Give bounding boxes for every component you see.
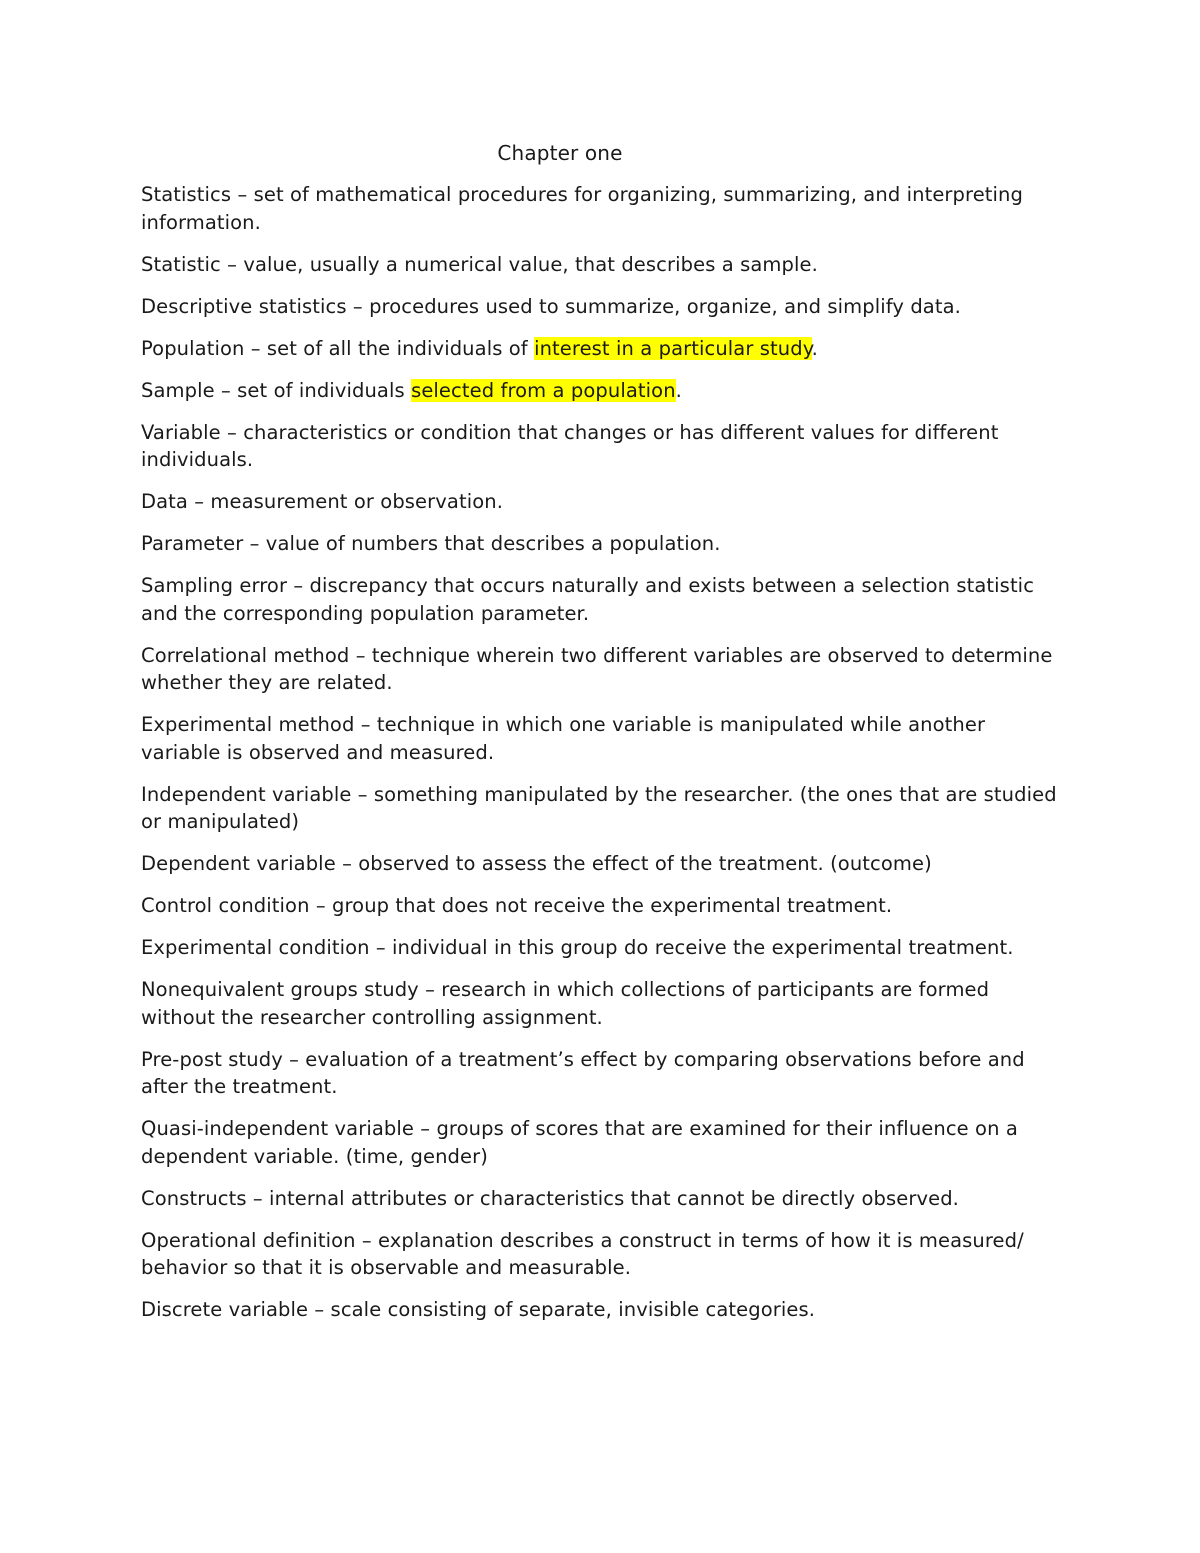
- definition-sample-text: Sample – set of individuals: [141, 378, 412, 402]
- definition-discrete-variable: Discrete variable – scale consisting of separate, invisible categories.: [141, 1298, 816, 1321]
- definition-variable: Variable – characteristics or condition that changes or has different values for different individuals.: [141, 420, 999, 471]
- definition-nonequivalent-groups-study: Nonequivalent groups study – research in which collections of participants are formed without the researcher controlling assignment.: [141, 978, 990, 1029]
- definition-population-text: Population – set of all the individuals of: [141, 336, 535, 360]
- definition-data: Data – measurement or observation.: [141, 490, 504, 513]
- definition-population-end: .: [811, 336, 818, 360]
- definition-sample: [141, 377, 1066, 405]
- definition-parameter: Parameter – value of numbers that describes a population.: [141, 532, 721, 555]
- definition-independent-variable: Independent variable – something manipulated by the researcher. (the ones that are studied or manipulated): [141, 782, 1057, 833]
- definition-dependent-variable: Dependent variable – observed to assess the effect of the treatment. (outcome): [141, 852, 932, 875]
- definition-statistic: Statistic – value, usually a numerical value, that describes a sample.: [141, 252, 818, 276]
- definition-operational-definition: Operational definition – explanation describes a construct in terms of how it is measured/ behavior so that it is observable and measurable.: [141, 1228, 1024, 1279]
- document-body: [141, 139, 1066, 1338]
- highlighted-text: selected from a population: [411, 378, 676, 402]
- definition-experimental-condition: Experimental condition – individual in this group do receive the experimental treatment.: [141, 936, 1014, 959]
- definition-pre-post-study: Pre-post study – evaluation of a treatment’s effect by comparing observations before and after the treatment.: [141, 1047, 1025, 1098]
- highlighted-text: interest in a particular study: [534, 336, 812, 360]
- definition-statistics: Statistics – set of mathematical procedures for organizing, summarizing, and interpreting information.: [141, 183, 1023, 234]
- definition-sampling-error: Sampling error – discrepancy that occurs naturally and exists between a selection statistic and the corresponding population parameter.: [141, 574, 1035, 625]
- definition-descriptive-statistics: Descriptive statistics – procedures used to summarize, organize, and simplify data.: [141, 294, 961, 318]
- definition-correlational-method: Correlational method – technique wherein two different variables are observed to determine whether they are related.: [141, 643, 1053, 694]
- definition-experimental-method: Experimental method – technique in which one variable is manipulated while another variable is observed and measured.: [141, 713, 986, 764]
- definition-population: [141, 335, 1066, 363]
- definition-constructs: Constructs – internal attributes or characteristics that cannot be directly observed.: [141, 1186, 959, 1210]
- definition-quasi-independent-variable: Quasi-independent variable – groups of scores that are examined for their influence on a dependent variable. (time, gender): [141, 1117, 1018, 1168]
- document-title: Chapter one: [497, 141, 623, 165]
- definition-control-condition: Control condition – group that does not receive the experimental treatment.: [141, 894, 893, 917]
- definition-sample-end: .: [675, 378, 682, 402]
